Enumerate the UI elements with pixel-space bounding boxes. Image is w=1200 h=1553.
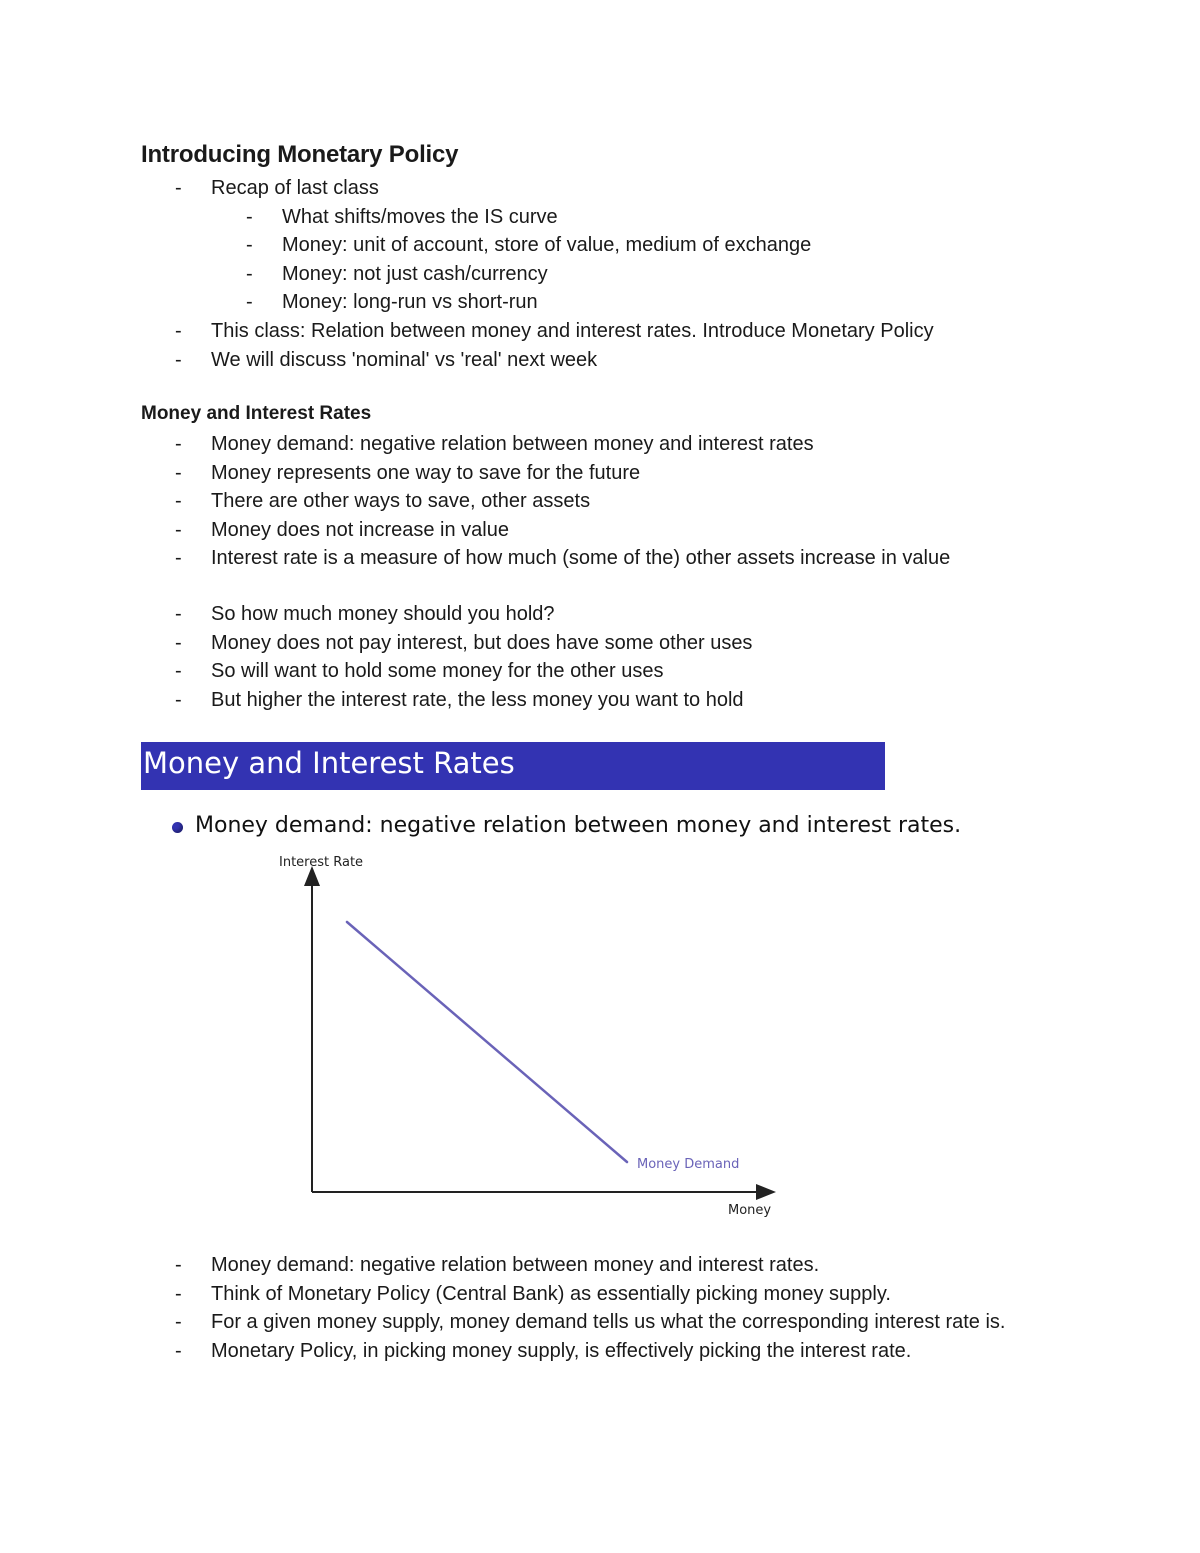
list-item: - For a given money supply, money demand tells us what the corresponding interest rate is. [175,1311,1006,1334]
list-item: - Money: long-run vs short-run [246,291,538,314]
list-item: - We will discuss 'nominal' vs 'real' next week [175,348,598,371]
slide-title: Money and Interest Rates [143,746,515,780]
list-item: - So how much money should you hold? [175,603,555,625]
list-item: - But higher the interest rate, the less money you want to hold [175,688,744,711]
y-axis-label: Interest Rate [279,855,364,870]
list-item: - Money does not pay interest, but does have some other uses [175,631,753,654]
list-item: - Monetary Policy, in picking money supply, is effectively picking the interest rate. [175,1339,912,1362]
list-item: - So will want to hold some money for the other uses [175,660,664,683]
list-item: - Interest rate is a measure of how much (some of the) other assets increase in value [175,547,951,570]
list-item: - Recap of last class [175,177,379,199]
list-item: - Money does not increase in value [175,518,509,541]
slide-bullet-text: Money demand: negative relation between money and interest rates. [195,813,962,838]
list-item: - Money: unit of account, store of value, medium of exchange [246,234,812,257]
series-line-0 [347,922,627,1162]
list-item: - There are other ways to save, other assets [175,490,591,513]
section-title-money-interest: Money and Interest Rates [141,403,372,424]
list-item: - Money represents one way to save for the future [175,461,641,484]
list-item: - Money: not just cash/currency [246,262,548,285]
list-item: - What shifts/moves the IS curve [246,205,558,228]
slide-bullet-icon [172,822,183,833]
money-interest-list [175,430,951,573]
slide-title-bar [141,742,885,790]
list-item: - Money demand: negative relation between money and interest rates. [175,1254,820,1276]
hold-money-list [175,600,753,714]
x-axis-label: Money [728,1203,772,1218]
list-item: - Money demand: negative relation between money and interest rates [175,433,814,455]
series-label-0: Money Demand [637,1157,740,1172]
section-title-introducing: Introducing Monetary Policy [141,141,459,168]
list-item: - Think of Monetary Policy (Central Bank) as essentially picking money supply. [175,1282,891,1305]
intro-list [175,317,934,374]
recap-sublist [246,203,812,317]
money-demand-chart [270,855,772,1226]
monetary-policy-list [175,1251,1051,1365]
recap-list [175,174,379,203]
list-item: - This class: Relation between money and interest rates. Introduce Monetary Policy [175,320,934,342]
